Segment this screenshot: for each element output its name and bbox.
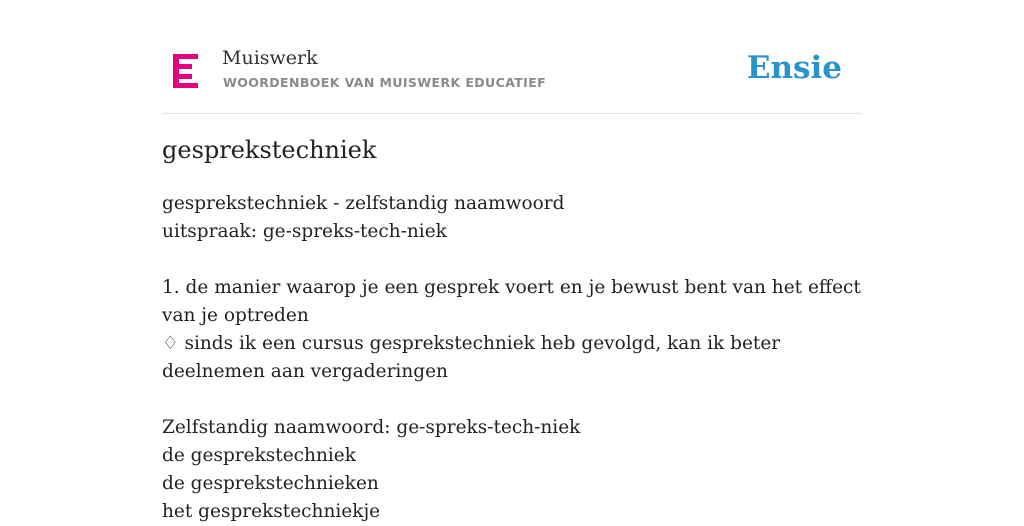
entry-line: de gesprekstechnieken bbox=[162, 473, 379, 494]
ensie-logo-link[interactable]: Ensie bbox=[746, 50, 842, 86]
entry-line: Zelfstandig naamwoord: ge-spreks-tech-niek bbox=[162, 417, 581, 438]
entry-line: de gesprekstechniek bbox=[162, 445, 356, 466]
brand-name[interactable]: Muiswerk bbox=[222, 47, 318, 69]
brand-subtitle: WOORDENBOEK VAN MUISWERK EDUCATIEF bbox=[223, 75, 547, 90]
entry-line: ♢ sinds ik een cursus gesprekstechniek heb gevolgd, kan ik beter deelnemen aan vergaderingen bbox=[162, 333, 781, 382]
entry-line: 1. de manier waarop je een gesprek voert en je bewust bent van het effect van je optreden bbox=[162, 277, 861, 326]
entry-line: gesprekstechniek - zelfstandig naamwoord bbox=[162, 193, 565, 214]
logo-bar-vertical bbox=[173, 54, 179, 88]
entry-spacer bbox=[162, 386, 862, 414]
entry-line: het gesprekstechniekje bbox=[162, 501, 381, 522]
entry-title: gesprekstechniek bbox=[162, 136, 377, 164]
site-header bbox=[162, 40, 862, 114]
entry-spacer bbox=[162, 246, 862, 274]
entry-definition bbox=[162, 190, 862, 526]
entry-line: uitspraak: ge-spreks-tech-niek bbox=[162, 221, 447, 242]
muiswerk-logo-icon[interactable] bbox=[173, 54, 200, 88]
